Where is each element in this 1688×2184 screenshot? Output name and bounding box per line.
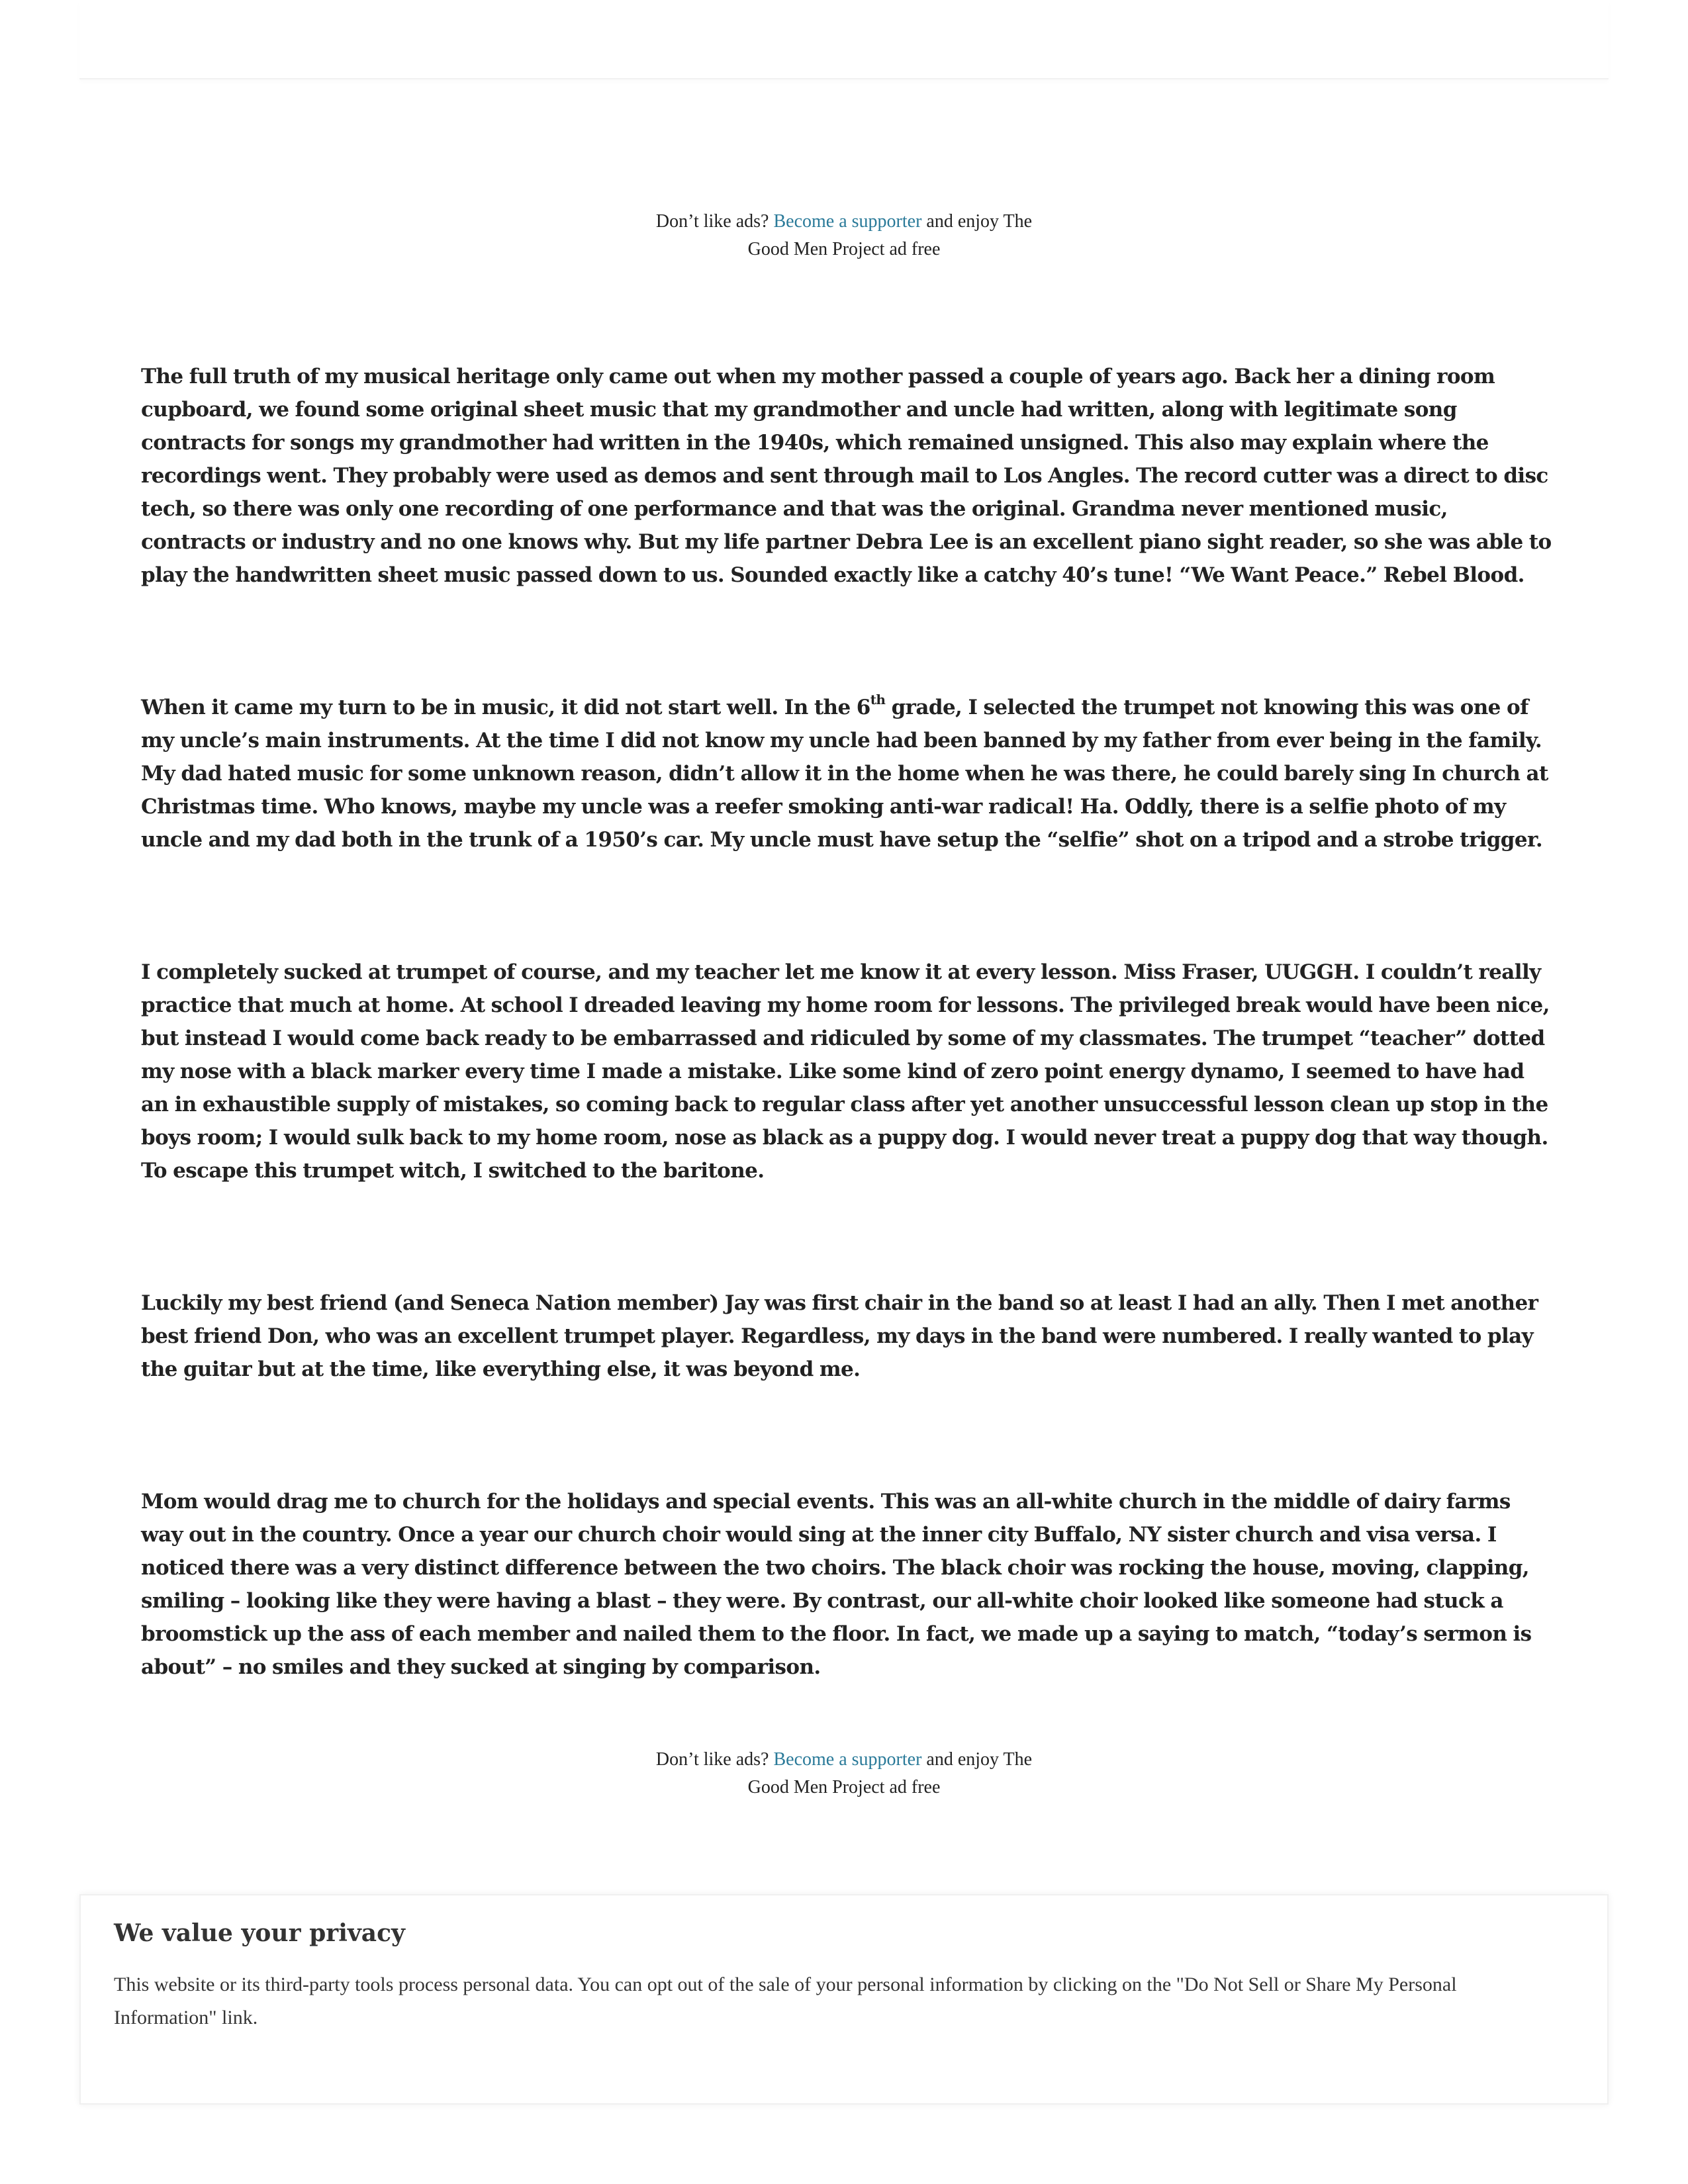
- article-paragraph-5: Mom would drag me to church for the holidays and special events. This was an all-white church in the middle of dairy farms way out in the country. Once a year our church choir would sing at the inner city Buffalo, NY sister church and visa versa. I noticed there was a very distinct difference between the two choirs. The black choir was rocking the house, moving, clapping, smiling – looking like they were having a blast – they were. By contrast, our all-white choir looked like someone had stuck a broomstick up the ass of each member and nailed them to the floor. In fact, we made up a saying to match, “today’s sermon is about” – no smiles and they sucked at singing by comparison.: [141, 1490, 1532, 1679]
- become-supporter-link[interactable]: Become a supporter: [773, 1749, 922, 1770]
- ordinal-suffix: th: [870, 691, 886, 707]
- ad-free-notice-bottom: [635, 1746, 1053, 1801]
- article-paragraph-1: The full truth of my musical heritage only came out when my mother passed a couple of years ago. Back her a dining room cupboard, we found some original sheet music that my grandmother and uncle had written, along with legitimate song contracts for songs my grandmother had written in the 1940s, which remained unsigned. This also may explain where the recordings went. They probably were used as demos and sent through mail to Los Angles. The record cutter was a direct to disc tech, so there was only one recording of one performance and that was the original. Grandma never mentioned music, contracts or industry and no one knows why. But my life partner Debra Lee is an excellent piano sight reader, so she was able to play the handwritten sheet music passed down to us. Sounded exactly like a catchy 40’s tune! “We Want Peace.” Rebel Blood.: [141, 365, 1552, 587]
- top-header-bar: [79, 0, 1609, 79]
- privacy-consent-banner: [79, 1894, 1609, 2105]
- ad-notice-suffix: and enjoy The Good Men Project ad free: [747, 1749, 1033, 1797]
- become-supporter-link[interactable]: Become a supporter: [773, 211, 922, 232]
- paragraph-2-text-end: grade, I selected the trumpet not knowing this was one of my uncle’s main instruments. At the time I did not know my uncle had been banned by my father from ever being in the family. My dad hated music for some unknown reason, didn’t allow it in the home when he was there, he could barely sing In church at Christmas time. Who knows, maybe my uncle was a reefer smoking anti-war radical! Ha. Oddly, there is a selfie photo of my uncle and my dad both in the trunk of a 1950’s car. My uncle must have setup the “selfie” shot on a tripod and a strobe trigger.: [141, 696, 1548, 852]
- article-paragraph-2: [141, 691, 1558, 856]
- ad-free-notice-top: [635, 208, 1053, 263]
- privacy-banner-text: This website or its third-party tools process personal data. You can opt out of the sale of your personal information by clicking on the "Do Not Sell or Share My Personal Information" link.: [114, 1974, 1457, 2028]
- ad-notice-suffix: and enjoy The Good Men Project ad free: [747, 211, 1033, 259]
- ad-notice-prefix: Don’t like ads?: [655, 1749, 769, 1770]
- article-paragraph-4: Luckily my best friend (and Seneca Nation member) Jay was first chair in the band so at least I had an ally. Then I met another best friend Don, who was an excellent trumpet player. Regardless, my days in the band were numbered. I really wanted to play the guitar but at the time, like everything else, it was beyond me.: [141, 1291, 1538, 1381]
- paragraph-2-text-start: When it came my turn to be in music, it did not start well. In the 6: [141, 696, 870, 719]
- article-paragraph-3: I completely sucked at trumpet of course, and my teacher let me know it at every lesson. Miss Fraser, UUGGH. I couldn’t really practice that much at home. At school I dreaded leaving my home room for lessons. The privileged break would have been nice, but instead I would come back ready to be embarrassed and ridiculed by some of my classmates. The trumpet “teacher” dotted my nose with a black marker every time I made a mistake. Like some kind of zero point energy dynamo, I seemed to have had an in exhaustible supply of mistakes, so coming back to regular class after yet another unsuccessful lesson clean up stop in the boys room; I would sulk back to my home room, nose as black as a puppy dog. I would never treat a puppy dog that way though. To escape this trumpet witch, I switched to the baritone.: [141, 960, 1550, 1183]
- ad-notice-prefix: Don’t like ads?: [655, 211, 769, 232]
- privacy-banner-title: We value your privacy: [114, 1919, 405, 1947]
